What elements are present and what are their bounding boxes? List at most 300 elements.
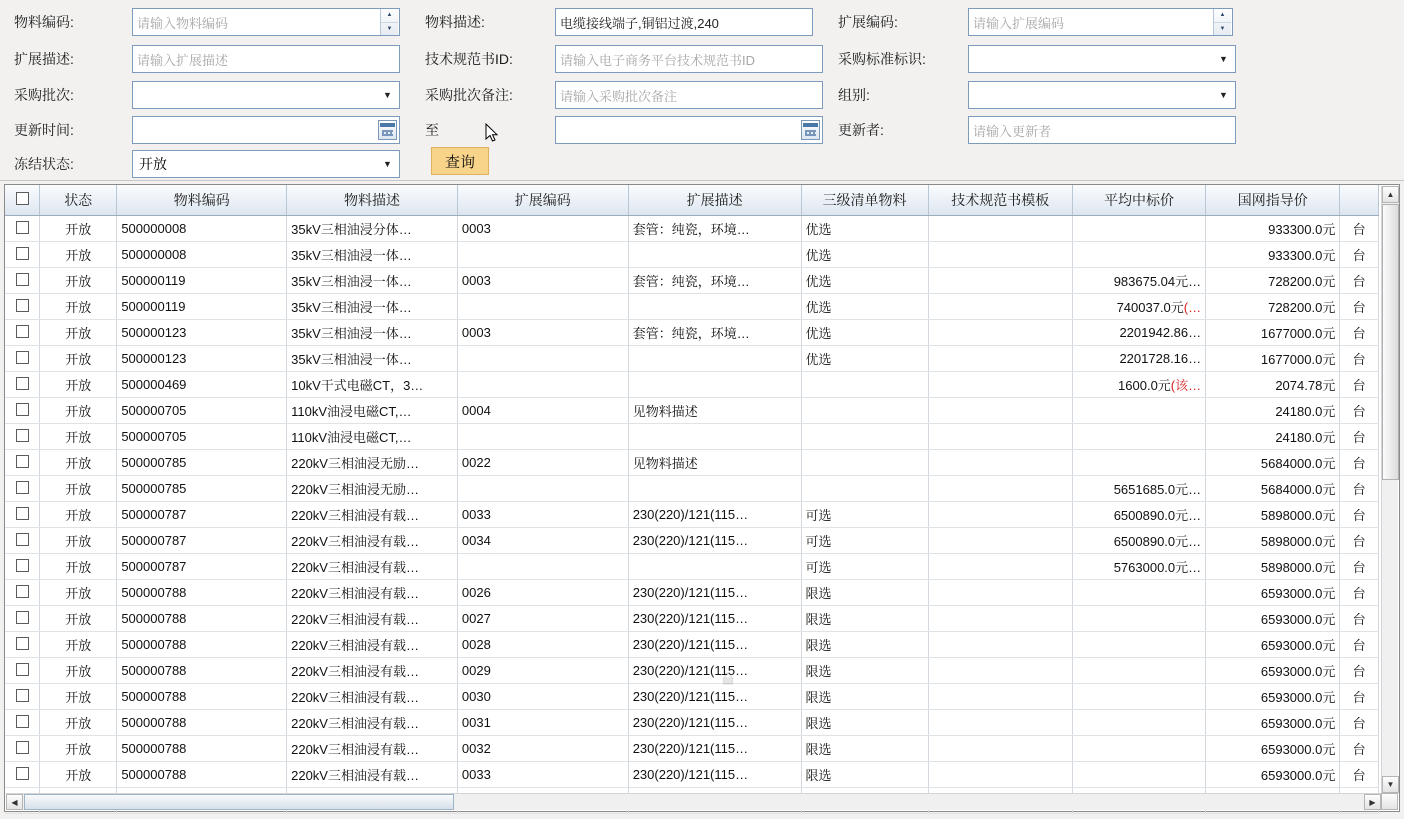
row-material-code: 500000469 (117, 372, 287, 398)
row-checkbox[interactable] (16, 455, 29, 468)
table-row[interactable] (5, 606, 1379, 632)
row-material-code: 500000788 (117, 580, 287, 606)
row-state: 开放 (40, 762, 117, 788)
row-select-cell[interactable] (5, 762, 40, 788)
row-level3: 限选 (801, 632, 928, 658)
scroll-right-button[interactable]: ▶ (1364, 794, 1381, 810)
row-state: 开放 (40, 450, 117, 476)
row-ext-desc: 230(220)/121(115… (628, 502, 801, 528)
row-unit: 台 (1340, 528, 1379, 554)
row-checkbox[interactable] (16, 221, 29, 234)
row-ext-code: 0028 (457, 632, 628, 658)
row-ext-code: 0032 (457, 736, 628, 762)
table-row[interactable] (5, 398, 1379, 424)
row-template (928, 476, 1072, 502)
ext-desc-input[interactable]: 请输入扩展描述 (132, 45, 400, 73)
row-material-code: 500000788 (117, 658, 287, 684)
row-material-desc: 220kV三相油浸无励… (287, 450, 458, 476)
table-row[interactable] (5, 320, 1379, 346)
row-avg-price: 2201728.16… (1072, 346, 1205, 372)
row-level3 (801, 450, 928, 476)
row-select-cell[interactable] (5, 346, 40, 372)
row-material-desc: 220kV三相油浸有载… (287, 554, 458, 580)
row-level3: 限选 (801, 606, 928, 632)
row-select-cell[interactable] (5, 710, 40, 736)
chevron-down-icon[interactable]: ▼ (1219, 90, 1228, 100)
row-material-code: 500000123 (117, 320, 287, 346)
row-level3: 优选 (801, 320, 928, 346)
row-unit: 台 (1340, 424, 1379, 450)
row-avg-price (1072, 606, 1205, 632)
row-material-code: 500000788 (117, 632, 287, 658)
row-ext-desc: 套管：纯瓷，环境… (628, 320, 801, 346)
update-time-from-input[interactable] (132, 116, 400, 144)
row-unit: 台 (1340, 580, 1379, 606)
row-select-cell[interactable] (5, 242, 40, 268)
row-guide-price: 1677000.0元 (1206, 346, 1340, 372)
freeze-state-label: 冻结状态: (14, 156, 74, 172)
row-select-cell[interactable] (5, 554, 40, 580)
table-row[interactable] (5, 268, 1379, 294)
table-row[interactable] (5, 502, 1379, 528)
row-avg-price (1072, 658, 1205, 684)
col-unit[interactable] (1340, 185, 1379, 216)
row-checkbox[interactable] (16, 325, 29, 338)
row-material-desc: 220kV三相油浸无励… (287, 476, 458, 502)
row-template (928, 684, 1072, 710)
row-level3: 限选 (801, 580, 928, 606)
row-avg-price (1072, 242, 1205, 268)
row-template (928, 242, 1072, 268)
row-material-code: 500000787 (117, 554, 287, 580)
row-avg-price: 983675.04元… (1072, 268, 1205, 294)
row-avg-price (1072, 762, 1205, 788)
col-code[interactable]: 物料编码 (117, 185, 287, 216)
row-checkbox[interactable] (16, 611, 29, 624)
row-material-code: 500000705 (117, 424, 287, 450)
row-state: 开放 (40, 242, 117, 268)
row-checkbox[interactable] (16, 507, 29, 520)
material-desc-input[interactable]: 电缆接线端子,铜铝过渡,240 (555, 8, 813, 36)
ext-code-input[interactable]: 请输入扩展编码 ▲ ▼ (968, 8, 1233, 36)
row-ext-desc: 套管：纯瓷，环境… (628, 216, 801, 242)
row-checkbox[interactable] (16, 637, 29, 650)
row-checkbox[interactable] (16, 403, 29, 416)
row-ext-desc: 见物料描述 (628, 398, 801, 424)
row-checkbox[interactable] (16, 247, 29, 260)
table-row[interactable] (5, 632, 1379, 658)
row-checkbox[interactable] (16, 663, 29, 676)
material-code-label: 物料编码: (14, 14, 74, 30)
row-ext-code: 0033 (457, 502, 628, 528)
row-checkbox[interactable] (16, 715, 29, 728)
row-material-code: 500000705 (117, 398, 287, 424)
row-avg-price: 6500890.0元… (1072, 528, 1205, 554)
row-ext-code (457, 424, 628, 450)
row-level3: 限选 (801, 710, 928, 736)
row-ext-desc: 230(220)/121(115… (628, 606, 801, 632)
row-ext-desc: 230(220)/121(115… (628, 632, 801, 658)
row-select-cell[interactable] (5, 294, 40, 320)
row-state: 开放 (40, 320, 117, 346)
row-ext-desc (628, 554, 801, 580)
row-select-cell[interactable] (5, 684, 40, 710)
row-unit: 台 (1340, 398, 1379, 424)
row-template (928, 268, 1072, 294)
row-avg-price (1072, 710, 1205, 736)
calendar-icon[interactable] (378, 120, 397, 140)
row-checkbox[interactable] (16, 377, 29, 390)
row-guide-price: 5684000.0元 (1206, 450, 1340, 476)
field-freeze-state (14, 150, 400, 178)
row-ext-desc: 套管：纯瓷，环境… (628, 268, 801, 294)
row-ext-desc: 见物料描述 (628, 450, 801, 476)
row-material-desc: 35kV三相油浸分体… (287, 216, 458, 242)
row-ext-code: 0033 (457, 762, 628, 788)
spec-id-input[interactable]: 请输入电子商务平台技术规范书ID (555, 45, 823, 73)
row-state: 开放 (40, 476, 117, 502)
row-unit: 台 (1340, 632, 1379, 658)
row-template (928, 294, 1072, 320)
row-guide-price: 933300.0元 (1206, 216, 1340, 242)
row-guide-price: 728200.0元 (1206, 294, 1340, 320)
row-avg-price: 5763000.0元… (1072, 554, 1205, 580)
col-state[interactable]: 状态 (40, 185, 117, 216)
col-desc[interactable]: 物料描述 (287, 185, 458, 216)
field-update-time-from (14, 116, 400, 144)
scroll-down-button[interactable]: ▼ (1382, 776, 1399, 793)
table-row[interactable] (5, 294, 1379, 320)
row-ext-desc (628, 424, 801, 450)
row-template (928, 554, 1072, 580)
row-guide-price: 6593000.0元 (1206, 658, 1340, 684)
row-ext-desc: 230(220)/121(115… (628, 762, 801, 788)
row-avg-price: 1600.0元(该… (1072, 372, 1205, 398)
row-checkbox[interactable] (16, 559, 29, 572)
col-extdesc[interactable]: 扩展描述 (628, 185, 801, 216)
row-select-cell[interactable] (5, 476, 40, 502)
chevron-down-icon[interactable]: ▼ (1219, 54, 1228, 64)
row-guide-price: 6593000.0元 (1206, 684, 1340, 710)
col-avgprice[interactable]: 平均中标价 (1072, 185, 1205, 216)
group-select[interactable] (968, 81, 1236, 109)
row-level3: 优选 (801, 294, 928, 320)
row-material-desc: 35kV三相油浸一体… (287, 268, 458, 294)
row-level3: 可选 (801, 528, 928, 554)
row-guide-price: 5684000.0元 (1206, 476, 1340, 502)
row-guide-price: 6593000.0元 (1206, 762, 1340, 788)
results-table (5, 185, 1379, 814)
row-state: 开放 (40, 658, 117, 684)
row-template (928, 710, 1072, 736)
batch-select[interactable] (132, 81, 400, 109)
table-row[interactable] (5, 554, 1379, 580)
row-material-code: 500000788 (117, 710, 287, 736)
row-ext-code: 0003 (457, 268, 628, 294)
row-unit: 台 (1340, 554, 1379, 580)
row-level3: 限选 (801, 684, 928, 710)
row-level3 (801, 424, 928, 450)
batch-note-label: 采购批次备注: (425, 87, 513, 103)
updater-input[interactable]: 请输入更新者 (968, 116, 1236, 144)
row-ext-desc: 230(220)/121(115… (628, 658, 801, 684)
table-row[interactable] (5, 424, 1379, 450)
row-unit: 台 (1340, 450, 1379, 476)
row-material-desc: 220kV三相油浸有载… (287, 710, 458, 736)
chevron-down-icon[interactable]: ▼ (383, 159, 392, 169)
row-select-cell[interactable] (5, 450, 40, 476)
row-select-cell[interactable] (5, 658, 40, 684)
row-state: 开放 (40, 346, 117, 372)
field-material-code (14, 8, 400, 36)
row-material-code: 500000008 (117, 242, 287, 268)
row-state: 开放 (40, 736, 117, 762)
row-avg-price (1072, 684, 1205, 710)
row-avg-price (1072, 580, 1205, 606)
row-state: 开放 (40, 268, 117, 294)
row-unit: 台 (1340, 268, 1379, 294)
row-ext-desc (628, 294, 801, 320)
field-standard-flag (838, 45, 1236, 73)
row-select-cell[interactable] (5, 372, 40, 398)
row-checkbox[interactable] (16, 585, 29, 598)
row-select-cell[interactable] (5, 632, 40, 658)
row-material-desc: 220kV三相油浸有载… (287, 502, 458, 528)
row-avg-price (1072, 632, 1205, 658)
row-checkbox[interactable] (16, 299, 29, 312)
updater-label: 更新者: (838, 122, 884, 138)
col-extcode[interactable]: 扩展编码 (457, 185, 628, 216)
table-row[interactable] (5, 710, 1379, 736)
row-select-cell[interactable] (5, 606, 40, 632)
horizontal-scroll-thumb[interactable] (24, 794, 454, 810)
row-template (928, 216, 1072, 242)
row-material-desc: 220kV三相油浸有载… (287, 684, 458, 710)
row-ext-desc: 230(220)/121(115… (628, 580, 801, 606)
update-time-label: 更新时间: (14, 122, 74, 138)
row-guide-price: 933300.0元 (1206, 242, 1340, 268)
row-avg-price: 6500890.0元… (1072, 502, 1205, 528)
update-time-to-input[interactable] (555, 116, 823, 144)
row-ext-code (457, 554, 628, 580)
row-ext-code (457, 294, 628, 320)
row-checkbox[interactable] (16, 429, 29, 442)
batch-note-input[interactable]: 请输入采购批次备注 (555, 81, 823, 109)
row-guide-price: 2074.78元 (1206, 372, 1340, 398)
row-level3: 限选 (801, 736, 928, 762)
row-unit: 台 (1340, 242, 1379, 268)
table-row[interactable] (5, 242, 1379, 268)
row-state: 开放 (40, 684, 117, 710)
table-row[interactable] (5, 736, 1379, 762)
row-ext-code: 0026 (457, 580, 628, 606)
freeze-state-select[interactable]: 开放 ▼ (132, 150, 400, 178)
row-ext-code: 0004 (457, 398, 628, 424)
row-material-code: 500000788 (117, 762, 287, 788)
row-select-cell[interactable] (5, 580, 40, 606)
row-level3: 可选 (801, 554, 928, 580)
row-guide-price: 6593000.0元 (1206, 710, 1340, 736)
row-unit: 台 (1340, 320, 1379, 346)
select-all-checkbox[interactable] (16, 192, 29, 205)
row-guide-price: 6593000.0元 (1206, 632, 1340, 658)
row-material-desc: 220kV三相油浸有载… (287, 736, 458, 762)
row-template (928, 372, 1072, 398)
row-material-code: 500000787 (117, 528, 287, 554)
table-row[interactable] (5, 476, 1379, 502)
table-row[interactable] (5, 216, 1379, 242)
row-unit: 台 (1340, 736, 1379, 762)
row-checkbox[interactable] (16, 273, 29, 286)
lock-icon (722, 672, 734, 685)
row-unit: 台 (1340, 658, 1379, 684)
grid-viewport (5, 185, 1381, 793)
field-group (838, 81, 1236, 109)
row-material-code: 500000788 (117, 684, 287, 710)
row-checkbox[interactable] (16, 481, 29, 494)
field-ext-desc (14, 45, 400, 73)
row-material-desc: 35kV三相油浸一体… (287, 346, 458, 372)
row-ext-code: 0034 (457, 528, 628, 554)
calendar-icon[interactable] (801, 120, 820, 140)
row-ext-code: 0003 (457, 320, 628, 346)
field-spec-id (425, 45, 823, 73)
row-select-cell[interactable] (5, 216, 40, 242)
row-select-cell[interactable] (5, 398, 40, 424)
table-row[interactable] (5, 372, 1379, 398)
select-all-header[interactable] (5, 185, 40, 216)
row-material-desc: 35kV三相油浸一体… (287, 242, 458, 268)
table-header-row (5, 185, 1379, 216)
row-ext-code (457, 242, 628, 268)
row-state: 开放 (40, 294, 117, 320)
group-label: 组别: (838, 87, 870, 103)
row-select-cell[interactable] (5, 736, 40, 762)
row-ext-desc (628, 242, 801, 268)
row-state: 开放 (40, 528, 117, 554)
row-material-desc: 220kV三相油浸有载… (287, 632, 458, 658)
row-ext-code: 0003 (457, 216, 628, 242)
row-select-cell[interactable] (5, 424, 40, 450)
row-avg-price: 5651685.0元… (1072, 476, 1205, 502)
row-material-desc: 10kV干式电磁CT，3… (287, 372, 458, 398)
scroll-up-button[interactable]: ▲ (1382, 186, 1399, 203)
row-state: 开放 (40, 632, 117, 658)
row-material-desc: 220kV三相油浸有载… (287, 762, 458, 788)
row-select-cell[interactable] (5, 320, 40, 346)
row-material-code: 500000119 (117, 294, 287, 320)
table-row[interactable] (5, 450, 1379, 476)
row-checkbox[interactable] (16, 351, 29, 364)
row-level3: 优选 (801, 346, 928, 372)
ext-code-spinner[interactable]: ▲ ▼ (1213, 9, 1231, 35)
field-batch (14, 81, 400, 109)
row-checkbox[interactable] (16, 689, 29, 702)
row-checkbox[interactable] (16, 767, 29, 780)
row-ext-desc: 230(220)/121(115… (628, 736, 801, 762)
row-template (928, 658, 1072, 684)
row-material-code: 500000787 (117, 502, 287, 528)
row-ext-code: 0030 (457, 684, 628, 710)
row-template (928, 450, 1072, 476)
table-row[interactable] (5, 658, 1379, 684)
scroll-corner (1381, 793, 1398, 810)
table-row[interactable] (5, 346, 1379, 372)
batch-label: 采购批次: (14, 87, 74, 103)
row-ext-desc (628, 346, 801, 372)
row-template (928, 606, 1072, 632)
table-row[interactable] (5, 528, 1379, 554)
row-template (928, 528, 1072, 554)
row-avg-price (1072, 424, 1205, 450)
row-guide-price: 6593000.0元 (1206, 606, 1340, 632)
row-template (928, 502, 1072, 528)
query-button[interactable]: 查询 (431, 147, 489, 175)
row-material-code: 500000123 (117, 346, 287, 372)
row-material-desc: 35kV三相油浸一体… (287, 320, 458, 346)
row-material-desc: 110kV油浸电磁CT,… (287, 398, 458, 424)
row-level3 (801, 372, 928, 398)
row-state: 开放 (40, 554, 117, 580)
vertical-scrollbar[interactable] (1381, 186, 1398, 793)
row-unit: 台 (1340, 684, 1379, 710)
field-updater (838, 116, 1236, 144)
row-guide-price: 5898000.0元 (1206, 528, 1340, 554)
row-unit: 台 (1340, 294, 1379, 320)
material-results-grid[interactable] (4, 184, 1400, 812)
row-ext-code (457, 372, 628, 398)
row-template (928, 580, 1072, 606)
col-template[interactable]: 技术规范书模板 (928, 185, 1072, 216)
field-update-time-to (425, 116, 823, 144)
row-unit: 台 (1340, 216, 1379, 242)
row-checkbox[interactable] (16, 533, 29, 546)
row-level3: 可选 (801, 502, 928, 528)
row-avg-price: 2201942.86… (1072, 320, 1205, 346)
table-row[interactable] (5, 684, 1379, 710)
table-row[interactable] (5, 762, 1379, 788)
row-material-desc: 35kV三相油浸一体… (287, 294, 458, 320)
row-state: 开放 (40, 372, 117, 398)
row-select-cell[interactable] (5, 268, 40, 294)
row-material-desc: 220kV三相油浸有载… (287, 580, 458, 606)
row-ext-desc (628, 372, 801, 398)
row-ext-code: 0027 (457, 606, 628, 632)
row-ext-code: 0031 (457, 710, 628, 736)
row-select-cell[interactable] (5, 528, 40, 554)
spec-id-label: 技术规范书ID: (425, 51, 513, 67)
col-level3[interactable]: 三级清单物料 (801, 185, 928, 216)
row-material-desc: 220kV三相油浸有载… (287, 606, 458, 632)
row-select-cell[interactable] (5, 502, 40, 528)
row-material-code: 500000788 (117, 736, 287, 762)
row-unit: 台 (1340, 346, 1379, 372)
row-ext-code: 0022 (457, 450, 628, 476)
row-state: 开放 (40, 606, 117, 632)
row-avg-price (1072, 398, 1205, 424)
col-guideprice[interactable]: 国网指导价 (1206, 185, 1340, 216)
material-code-spinner[interactable]: ▲ ▼ (380, 9, 398, 35)
row-checkbox[interactable] (16, 741, 29, 754)
material-code-input[interactable]: 请输入物料编码 ▲ ▼ (132, 8, 400, 36)
scroll-left-button[interactable]: ◀ (6, 794, 23, 810)
vertical-scroll-thumb[interactable] (1382, 204, 1399, 480)
table-row[interactable] (5, 580, 1379, 606)
horizontal-scrollbar[interactable] (6, 793, 1381, 810)
chevron-down-icon[interactable]: ▼ (383, 90, 392, 100)
standard-flag-select[interactable] (968, 45, 1236, 73)
row-level3 (801, 398, 928, 424)
